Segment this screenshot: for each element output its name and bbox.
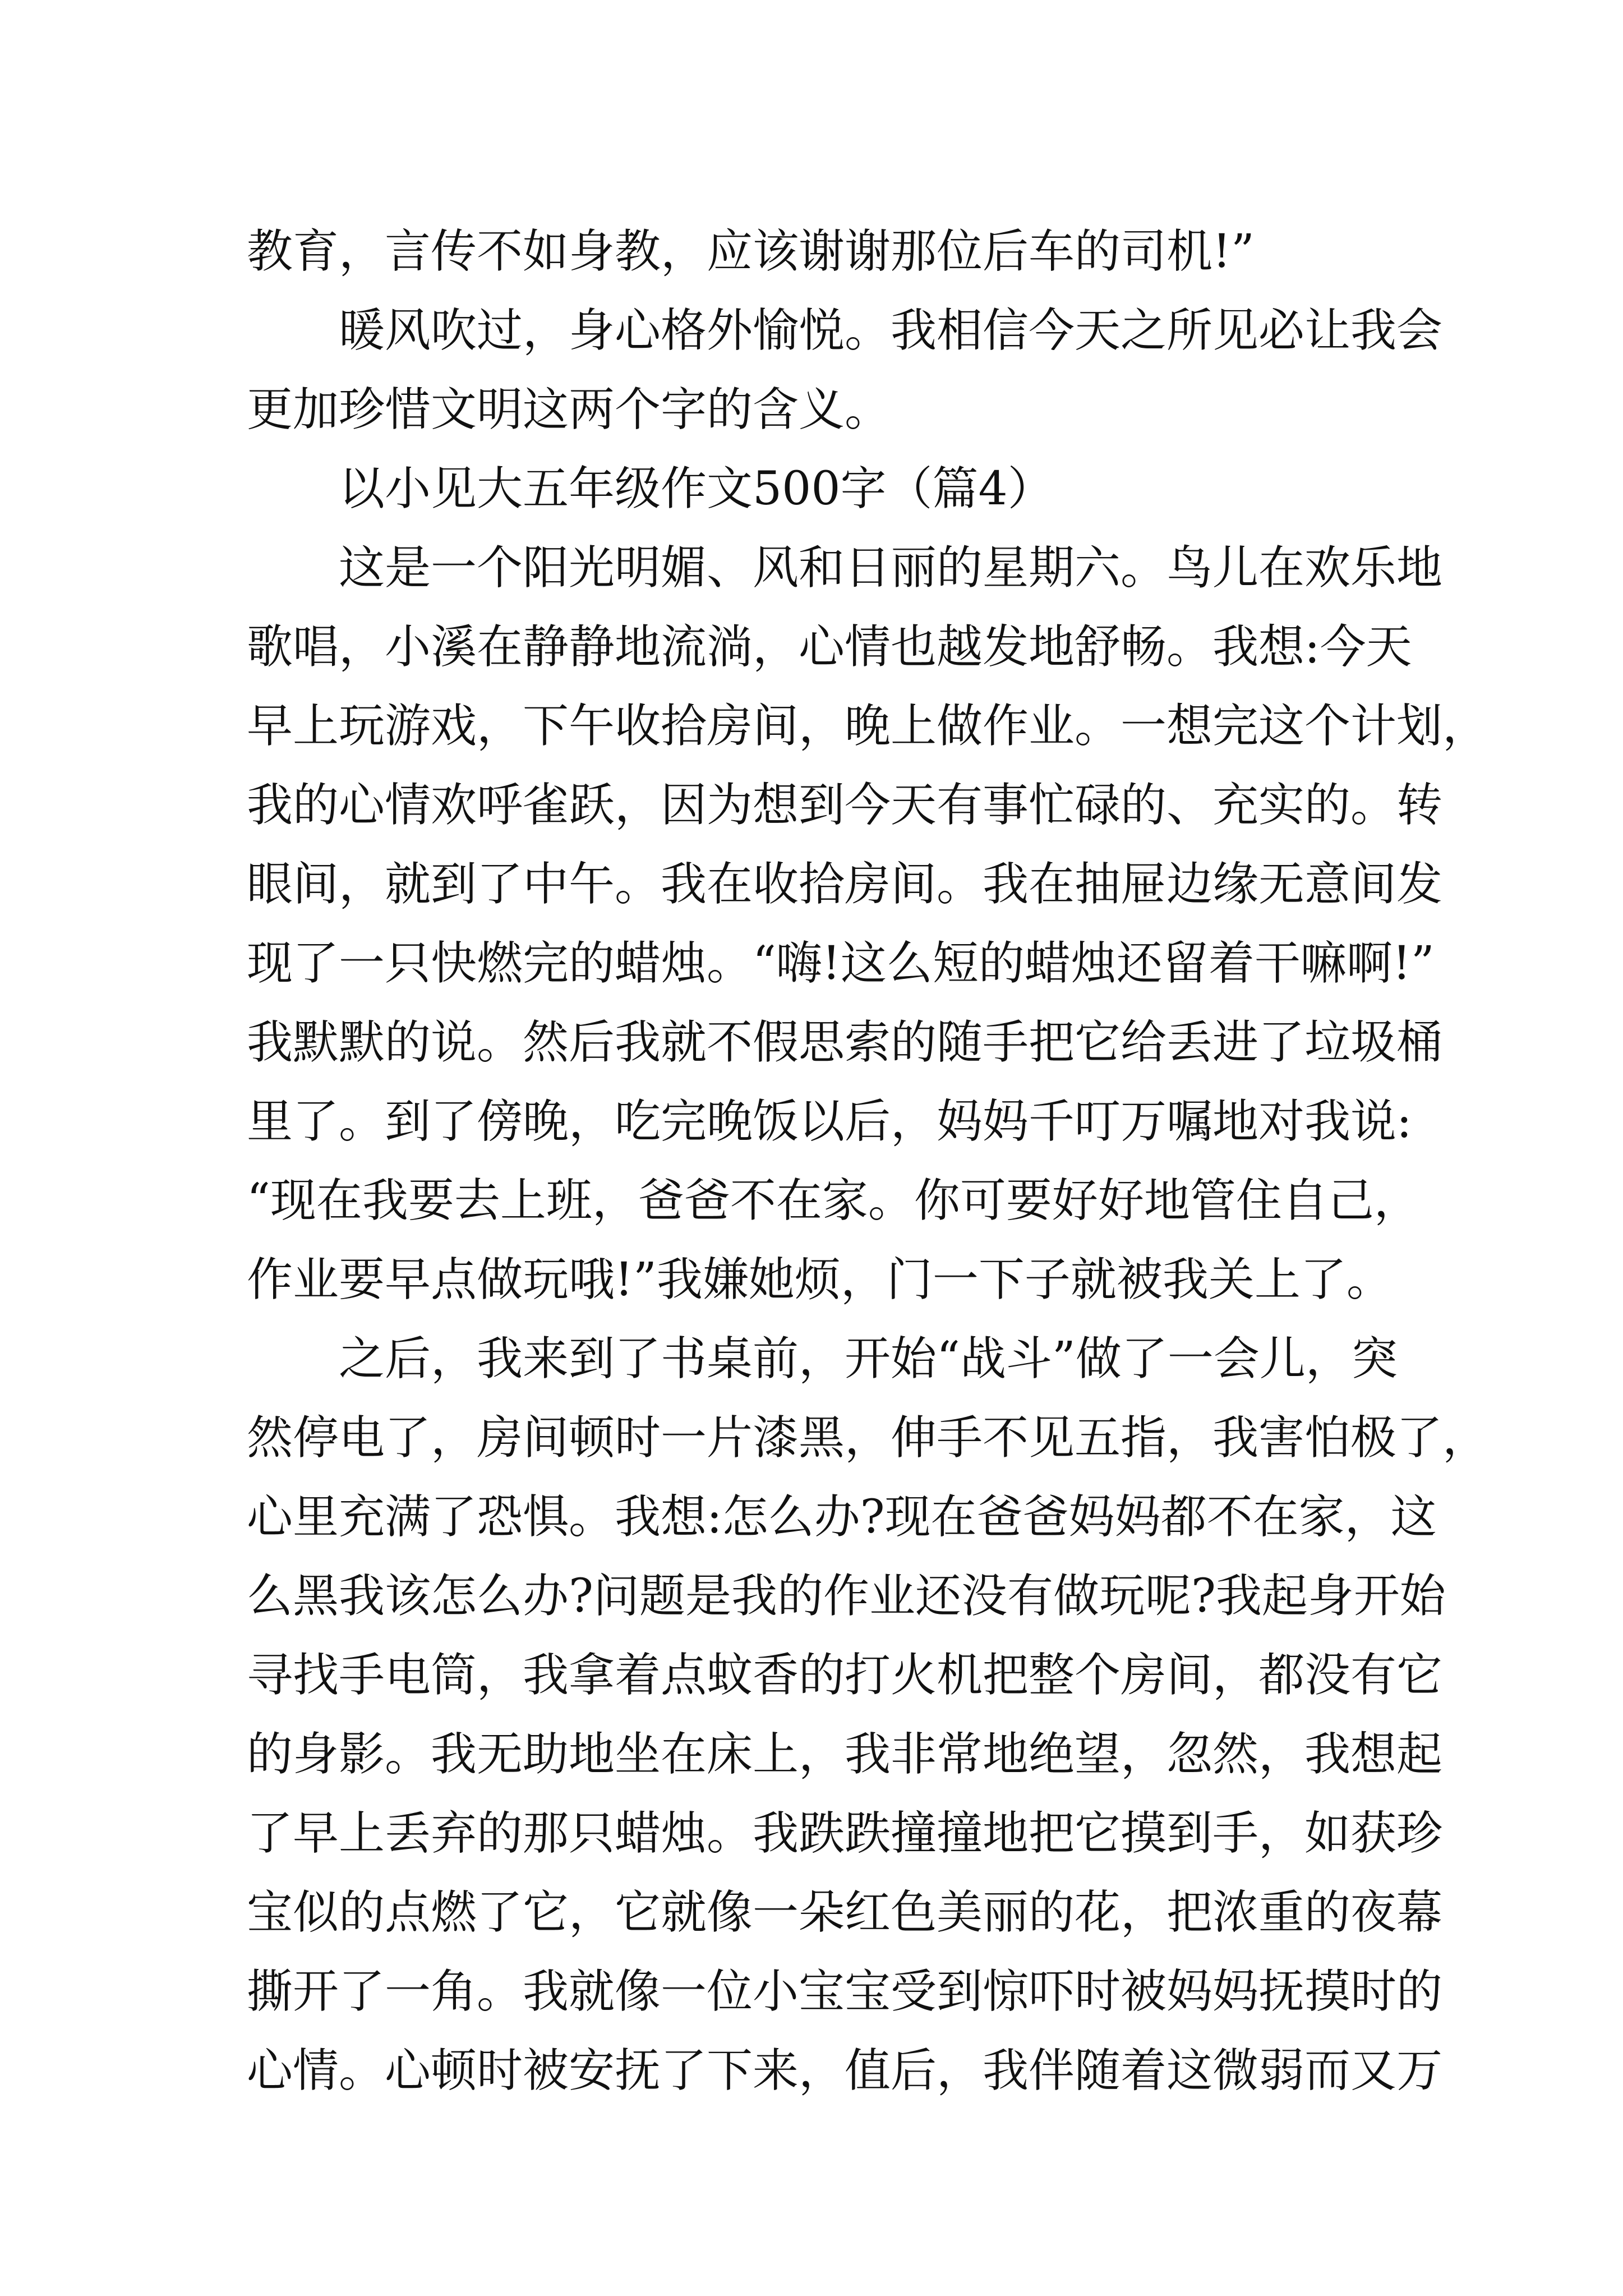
text-line: 撕开了一角。我就像一位小宝宝受到惊吓时被妈妈抚摸时的 — [247, 1965, 1443, 2018]
text-line: 之后，我来到了书桌前，开始“战斗”做了一会儿，突 — [339, 1332, 1398, 1386]
text-line: 寻找手电筒，我拿着点蚊香的打火机把整个房间，都没有它 — [247, 1649, 1443, 1702]
text-line: 然停电了，房间顿时一片漆黑，伸手不见五指，我害怕极了， — [247, 1411, 1489, 1465]
document-body — [247, 212, 1489, 2110]
text-line: “现在我要去上班，爸爸不在家。你可要好好地管住自己， — [247, 1174, 1420, 1227]
section-heading: 以小见大五年级作文500字（篇4） — [339, 462, 1054, 516]
text-line: 作业要早点做玩哦!”我嫌她烦，门一下子就被我关上了。 — [247, 1253, 1393, 1306]
text-line: 我默默的说。然后我就不假思索的随手把它给丢进了垃圾桶 — [247, 1016, 1443, 1069]
text-line: 更加珍惜文明这两个字的含义。 — [247, 383, 891, 436]
text-line: 早上玩游戏，下午收拾房间，晚上做作业。一想完这个计划， — [247, 700, 1489, 753]
text-line: 心情。心顿时被安抚了下来，值后，我伴随着这微弱而又万 — [247, 2044, 1443, 2097]
text-line: 我的心情欢呼雀跃，因为想到今天有事忙碌的、充实的。转 — [247, 779, 1443, 832]
text-line: 心里充满了恐惧。我想:怎么办?现在爸爸妈妈都不在家，这 — [247, 1490, 1437, 1544]
text-line: 的身影。我无助地坐在床上，我非常地绝望，忽然，我想起 — [247, 1728, 1443, 1781]
text-line: 眼间，就到了中午。我在收拾房间。我在抽屉边缘无意间发 — [247, 858, 1443, 911]
text-line: 歌唱，小溪在静静地流淌，心情也越发地舒畅。我想:今天 — [247, 620, 1412, 674]
text-line: 教育，言传不如身教，应该谢谢那位后车的司机!” — [247, 225, 1255, 278]
text-line: 么黑我该怎么办?问题是我的作业还没有做玩呢?我起身开始 — [247, 1570, 1446, 1623]
text-line: 这是一个阳光明媚、风和日丽的星期六。鸟儿在欢乐地 — [339, 541, 1443, 595]
text-line: 现了一只快燃完的蜡烛。“嗨!这么短的蜡烛还留着干嘛啊!” — [247, 937, 1435, 990]
text-line: 里了。到了傍晚，吃完晚饭以后，妈妈千叮万嘱地对我说: — [247, 1095, 1412, 1148]
text-line: 暖风吹过，身心格外愉悦。我相信今天之所见必让我会 — [339, 304, 1443, 357]
text-line: 宝似的点燃了它，它就像一朵红色美丽的花，把浓重的夜幕 — [247, 1886, 1443, 1939]
text-line: 了早上丢弃的那只蜡烛。我跌跌撞撞地把它摸到手，如获珍 — [247, 1807, 1443, 1860]
